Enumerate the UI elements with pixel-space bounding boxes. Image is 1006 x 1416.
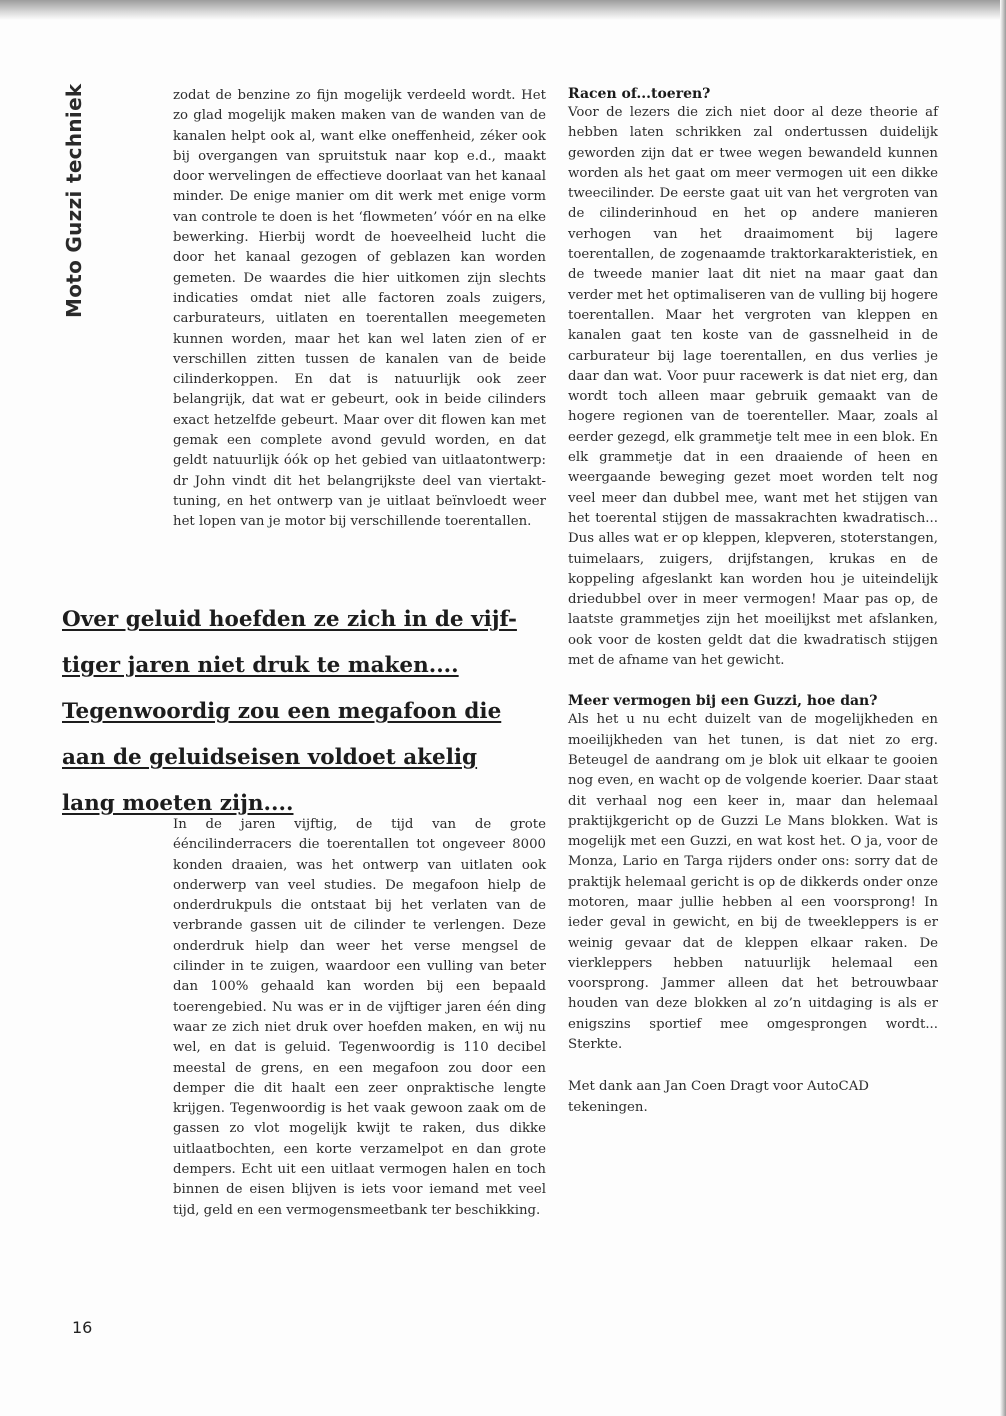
column-right xyxy=(568,86,938,1118)
side-label-text: Moto Guzzi techniek xyxy=(62,83,86,318)
body-paragraph: In de jaren vijftig, de tijd van de grote ééncilinderracers die toerentallen tot ongeveer 8000 konden draaien, was het ontwerp van uitlaten ook onderwerp van veel studies. De megafoon hielp de onderdrukpuls die ontstaat bij het verlaten van de verbrande gassen uit de cilinder te verlengen. Deze onderdruk hielp dan weer het verse mengsel de cilinder in te zuigen, waardoor een vulling van beter dan 100% gehaald kan worden bij een bepaald toerengebied. Nu was er in de vijftiger jaren één ding waar ze zich niet druk over hoefden maken, en wij nu wel, en dat is geluid. Tegenwoordig is 110 decibel meestal de grens, en een megafoon zou door een demper die dit haalt een zeer onpraktische lengte krijgen. Tegenwoordig is het vaak gewoon zaak om de gassen zo vlot mogelijk kwijt te raken, dus dikke uitlaatbochten, een korte verzamelpot en dan grote dempers. Echt uit een uitlaat vermogen halen en toch binnen de eisen blijven is iets voor iemand met veel tijd, geld en een vermogensmeetbank ter beschikking. xyxy=(173,817,546,1218)
pull-quote-line: Over geluid hoefden ze zich in de vijf- xyxy=(62,607,517,632)
page-number: 16 xyxy=(72,1318,93,1337)
scan-top-edge xyxy=(0,0,1006,20)
scan-right-edge xyxy=(1000,0,1006,1416)
column-left-top xyxy=(173,86,546,533)
credits-note: Met dank aan Jan Coen Dragt voor AutoCAD tekeningen. xyxy=(568,1079,869,1115)
pull-quote-line: tiger jaren niet druk te maken.... xyxy=(62,653,459,678)
pull-quote-line: aan de geluidseisen voldoet akelig xyxy=(62,745,478,770)
pull-quote-line: lang moeten zijn.... xyxy=(62,791,294,816)
section-heading: Meer vermogen bij een Guzzi, hoe dan? xyxy=(568,693,878,710)
section-heading: Racen of...toeren? xyxy=(568,86,711,102)
body-paragraph: zodat de benzine zo fijn mogelijk verdeeld wordt. Het zo glad mogelijk maken maken van de wanden van de kanalen helpt ook al, want elke oneffenheid, zéker ook bij overgangen van spruitstuk naar kop e.d., maakt door wervelingen de effectieve doorlaat van het kanaal minder. De enige manier om dit werk met enige vorm van controle te doen is het ‘flowmeten’ vóór en na elke bewerking. Hierbij wordt de hoeveelheid lucht die door het kanaal gezogen of geblazen kan worden gemeten. De waardes die hier uitkomen zijn slechts indicaties omdat niet alle factoren zoals zuigers, carburateurs, uitlaten en toerentallen meegemeten kunnen worden, maar het kan wel laten zien of er verschillen zitten tussen de kanalen van de beide cilinderkoppen. En dat is natuurlijk ook zeer belangrijk, dat wat er gebeurt, ook in beide cilinders exact hetzelfde gebeurt. Maar over dit flowen kan met gemak een complete avond gevuld worden, en dat geldt natuurlijk óók op het gebied van uitlaatontwerp: dr John vindt dit het belangrijkste deel van viertakt-tuning, en het ontwerp van je uitlaat beïnvloedt weer het lopen van je motor bij verschillende toerentallen. xyxy=(173,88,546,530)
section-side-label xyxy=(62,78,102,318)
pull-quote xyxy=(62,597,552,827)
body-paragraph: Voor de lezers die zich niet door al deze theorie af hebben laten schrikken zal ondertussen duidelijk geworden zijn dat er twee wegen bewandeld kunnen worden als het gaat om meer vermogen uit een dikke tweecilinder. De eerste gaat uit van het vergroten van de cilinderinhoud en het op andere manieren verhogen van het draaimoment bij lagere toerentallen, de zogenaamde traktorkarakteristiek, en de tweede manier laat dit niet na maar gaat dan verder met het optimaliseren van de vulling bij hogere toerentallen. Maar het vergroten van kleppen en kanalen gaat ten koste van de gassnelheid in de carburateur bij lage toerentallen, en dus verlies je daar dan wat. Voor puur racewerk is dat niet erg, dan wordt toch alleen maar gebruik gemaakt van de hogere regionen van de toerenteller. Maar, zoals al eerder gezegd, elk grammetje telt mee in een blok. En elk grammetje dat in een draaiende of heen en weergaande beweging gezet moet worden telt nog veel meer dan dubbel mee, want met het stijgen van het toerental stijgen de massakrachten kwadratisch... Dus alles wat er op kleppen, klepveren, stoterstangen, tuimelaars, zuigers, drijfstangen, krukas en de koppeling afgeslankt kan worden hou je uiteindelijk driedubbel over in meer vermogen! Maar pas op, de laatste grammetjes zijn het moeilijkst met afslanken, ook voor de kosten geldt dat die kwadratisch stijgen met de afname van het gewicht. xyxy=(568,105,938,669)
pull-quote-line: Tegenwoordig zou een megafoon die xyxy=(62,699,502,724)
column-left-bottom xyxy=(173,815,546,1221)
body-paragraph: Als het u nu echt duizelt van de mogelijkheden en moeilijkheden van het tunen, is dat niet zo erg. Beteugel de aandrang om je blok uit elkaar te gooien nog even, en wacht op de volgende koerier. Daar staat dit verhaal nog een keer in, maar dan helemaal praktijkgericht op de Guzzi Le Mans blokken. Wat is mogelijk met een Guzzi, en wat kost het. O ja, voor de Monza, Lario en Targa rijders onder ons: sorry dat de praktijk helemaal gericht is op de dikkerds onder onze motoren, maar jullie hebben al een voorsprong! In ieder geval in gewicht, en bij de tweekleppers is er weinig gevaar dat de kleppen elkaar raken. De vierkleppers hebben natuurlijk helemaal een voorsprong. Jammer alleen dat het betrouwbaar houden van deze blokken al zo’n uitdaging is als er enigszins sportief mee omgesprongen wordt... Sterkte. xyxy=(568,712,938,1053)
